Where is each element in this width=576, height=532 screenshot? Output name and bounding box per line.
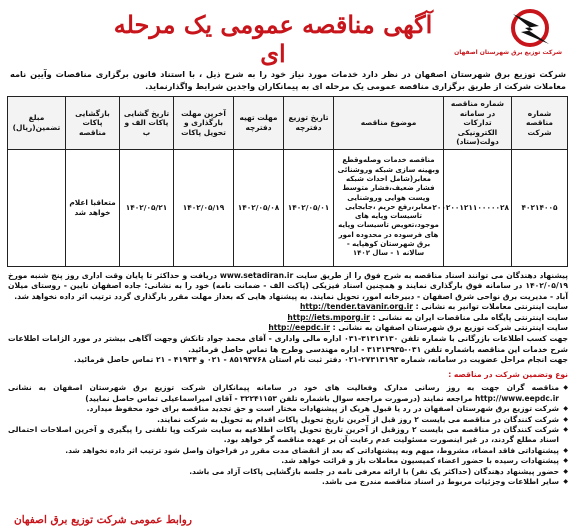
header-opening: بازگشایی پاکات مناقصه: [66, 97, 120, 150]
header-company-no: شماره مناقصه شرکت: [512, 97, 568, 150]
site-line-iets: [8, 313, 568, 324]
list-item: ◆ مناقصه گران جهت به روز رسانی مدارک وفعالیت های خود در سامانه پیمانکاران شرکت توزیع برق شهرستان اصفهان به نشانی http://www.eepdc.ir مراجعه نمایند (درصورت مراجعه سوال باشماره تلفن ۳۲۲۴۱۱۵۳ - آقای امیراسماعیلی تماس حاصل نمایید): [8, 383, 568, 404]
cell-opening-note: [8, 149, 66, 266]
list-item: ◆ شرکت کنندگان در مناقصه می بایست ۲ روزقبل از آخرین تاریخ تحویل پاکات اطلاعیه به سایت شرکت وپا تلفنی را پیگیری و آخرین اصلاحات احتمالی اسناد مطلع گردند، در غیر اینصورت مسئولیت عدم رعایت آن بر عهده مناقصه گر خواهد بود.: [8, 425, 568, 446]
eepdc-link[interactable]: http://eepdc.ir: [268, 323, 330, 333]
site-label: سایت اینترنتی شرکت توزیع برق شهرستان اصفهان به نشانی :: [332, 323, 568, 333]
header-guarantee: مبلغ تضمین(ریال): [8, 97, 66, 150]
tender-table: [7, 96, 568, 267]
header-opening-date: تاریخ گشایی پاکات الف و ب: [120, 97, 174, 150]
intro-paragraph: شرکت توزیع برق شهرستان اصفهان در نظر دارد خدمات مورد نیاز خود را به شرح ذیل ، با استناد قانون برگزاری مناقصات وآیین نامه معاملات شرکت از طریق برگزاری مناقصه عمومی یک مرحله ای به پیمانکاران واجدین شرایط واگذارنماید.: [10, 69, 566, 91]
submission-paragraph: پیشنهاد دهندگان می توانند اسناد مناقصه به شرح فوق را از طریق سایت www.setadiran.ir دریافت و حداکثر تا پایان وقت اداری روز پنج شنبه مورخ ۱۴۰۲/۰۵/۱۹ در سامانه فوق بارگذاری نمایند و همچنین اسناد فیزیکی (پاکت الف - ضمانت نامه) خود را به نشانی: جاده اصفهان نایین - روستای میلان آباد - مدیریت برق نواحی شرق اصفهان - دبیرخانه امور، تحویل نمایند. به پیشنهاد هایی که بعداز مهلت مقرر بارگذاری گردد ترتیب اثر داده نخواهد شد.: [8, 270, 568, 301]
cell-opening-date: ۱۴۰۲/۰۵/۲۱: [120, 149, 174, 266]
notes-list: [8, 383, 568, 487]
list-item: ◆ سایر اطلاعات وجزئیات مربوط در اسناد مناقصه مندرج می باشد.: [8, 477, 568, 487]
contact-paragraph: جهت کسب اطلاعات بازرگانی با شماره تلفن ۳۱۳۱۳۱۳۰-۰۳۱ اداره مالی واداری - آقای محمد جواد تانکش وجهت آگاهی بیشتر در مورد الزامات اطلاعات شرح خدمات این مناقصه باشماره تلفن ۰۳۱-۳۱۳۱۳۹۳۵ - اداره مهندسی وطرح ها تماس حاصل فرمائید.: [8, 334, 568, 354]
table-header-row: [8, 97, 568, 150]
list-item: ◆ شرکت کنندگان در مناقصه می بایست ۲ روز قبل از آخرین تاریخ تحویل پاکات اقدام به تحویل به شرکت نمایند.: [8, 415, 568, 425]
notice-header: [8, 4, 568, 66]
tavanir-link[interactable]: http://tender.tavanir.org.ir: [299, 302, 413, 312]
header-setad-no: شماره مناقصه در سامانه تدارکات الکترونیکی دولت(ستاد): [444, 97, 512, 150]
cell-company-no: ۴۰۲۱۴۰۰۵: [512, 149, 568, 266]
header-prep-deadline: مهلت تهیه دفترچه: [234, 97, 284, 150]
iets-link[interactable]: http://iets.mporg.ir: [287, 312, 370, 322]
notes-title: نوع وتضمین شرکت در مناقصه :: [448, 369, 568, 379]
lightning-bolt-logo-icon: [505, 4, 555, 48]
public-relations-signature: روابط عمومی شرکت توزیع برق اصفهان: [14, 514, 192, 526]
list-item: ◆ پیشنهاداتی فاقد امضاء، مشروط، مبهم وبه پیشنهاداتی که بعد از انقضای مدت مقرر در فراخوان واصل شود ترتیب اثر داده نخواهد شد.: [8, 446, 568, 456]
notes-section: [8, 370, 568, 488]
list-item: ◆ حضور پیشنهاد دهندگان (حداکثر یک نفر) با ارائه معرفی نامه در جلسه بازگشایی پاکات آزاد می باشد.: [8, 467, 568, 477]
header-subject: موضوع مناقصه: [334, 97, 444, 150]
list-item: ◆ پیشنهادات رسیده با حضور اعضاء کمیسیون معاملات باز و قرائت خواهد شد.: [8, 456, 568, 466]
company-logo: [454, 4, 562, 66]
cell-submit-deadline: ۱۴۰۲/۰۵/۱۹: [174, 149, 234, 266]
registration-paragraph: جهت انجام مراحل عضویت در سامانه، شماره ۲۷۳۱۳۱۹۳-۰۲۱ دفتر ثبت نام استان ۸۵۱۹۳۷۶۸ - ۰۲۱ و ۴۱۹۳۴ - ۲۱ تماس حاصل فرمائید.: [73, 355, 568, 365]
site-label: سایت اینترنتی پایگاه ملی مناقصات ایران به نشانی :: [372, 312, 568, 322]
site-line-tavanir: [8, 302, 568, 313]
cell-prep-deadline: ۱۴۰۲/۰۵/۰۸: [234, 149, 284, 266]
header-dist-date: تاریخ توزیع دفترچه: [284, 97, 334, 150]
logo-caption: شرکت توزیع برق شهرستان اصفهان: [454, 49, 562, 56]
site-line-eepdc: [8, 323, 568, 334]
cell-subject: مناقصه خدمات وصله‌وقطع وبهینه سازی شبکه وروشنائی معابر(شامل احداث شبکه فشار ضعیف،فشار متوسط وپست هوایی وروشنایی معابر،رفع حریم ،جابجایی تاسیسات وپایه های موجود،تعویض تاسیسات وپایه های فرسوده در محدوده امور برق شهرستان کوهپایه - سالانه ۱ - سال ۱۴۰۲: [334, 149, 444, 266]
notice-body: [8, 271, 568, 366]
site-label: سایت اینترنتی معاملات توانیر به نشانی :: [415, 302, 568, 312]
cell-guarantee: متعاقبا اعلام خواهد شد: [66, 149, 120, 266]
notice-title: آگهی مناقصه عمومی یک مرحله ای: [113, 10, 433, 68]
cell-setad-no: ۲۰۰۲۰۰۱۲۱۱۰۰۰۰۰۲۸: [444, 149, 512, 266]
header-submit-deadline: آخرین مهلت بارگذاری و تحویل پاکات: [174, 97, 234, 150]
cell-dist-date: ۱۴۰۲/۰۵/۰۱: [284, 149, 334, 266]
table-row: [8, 149, 568, 266]
list-item: ◆ شرکت توزیع برق شهرستان اصفهان در رد یا قبول هریک از پیشنهادات مختار است و حق تجدید مناقصه برای خود محفوظ میدارد.: [8, 404, 568, 414]
